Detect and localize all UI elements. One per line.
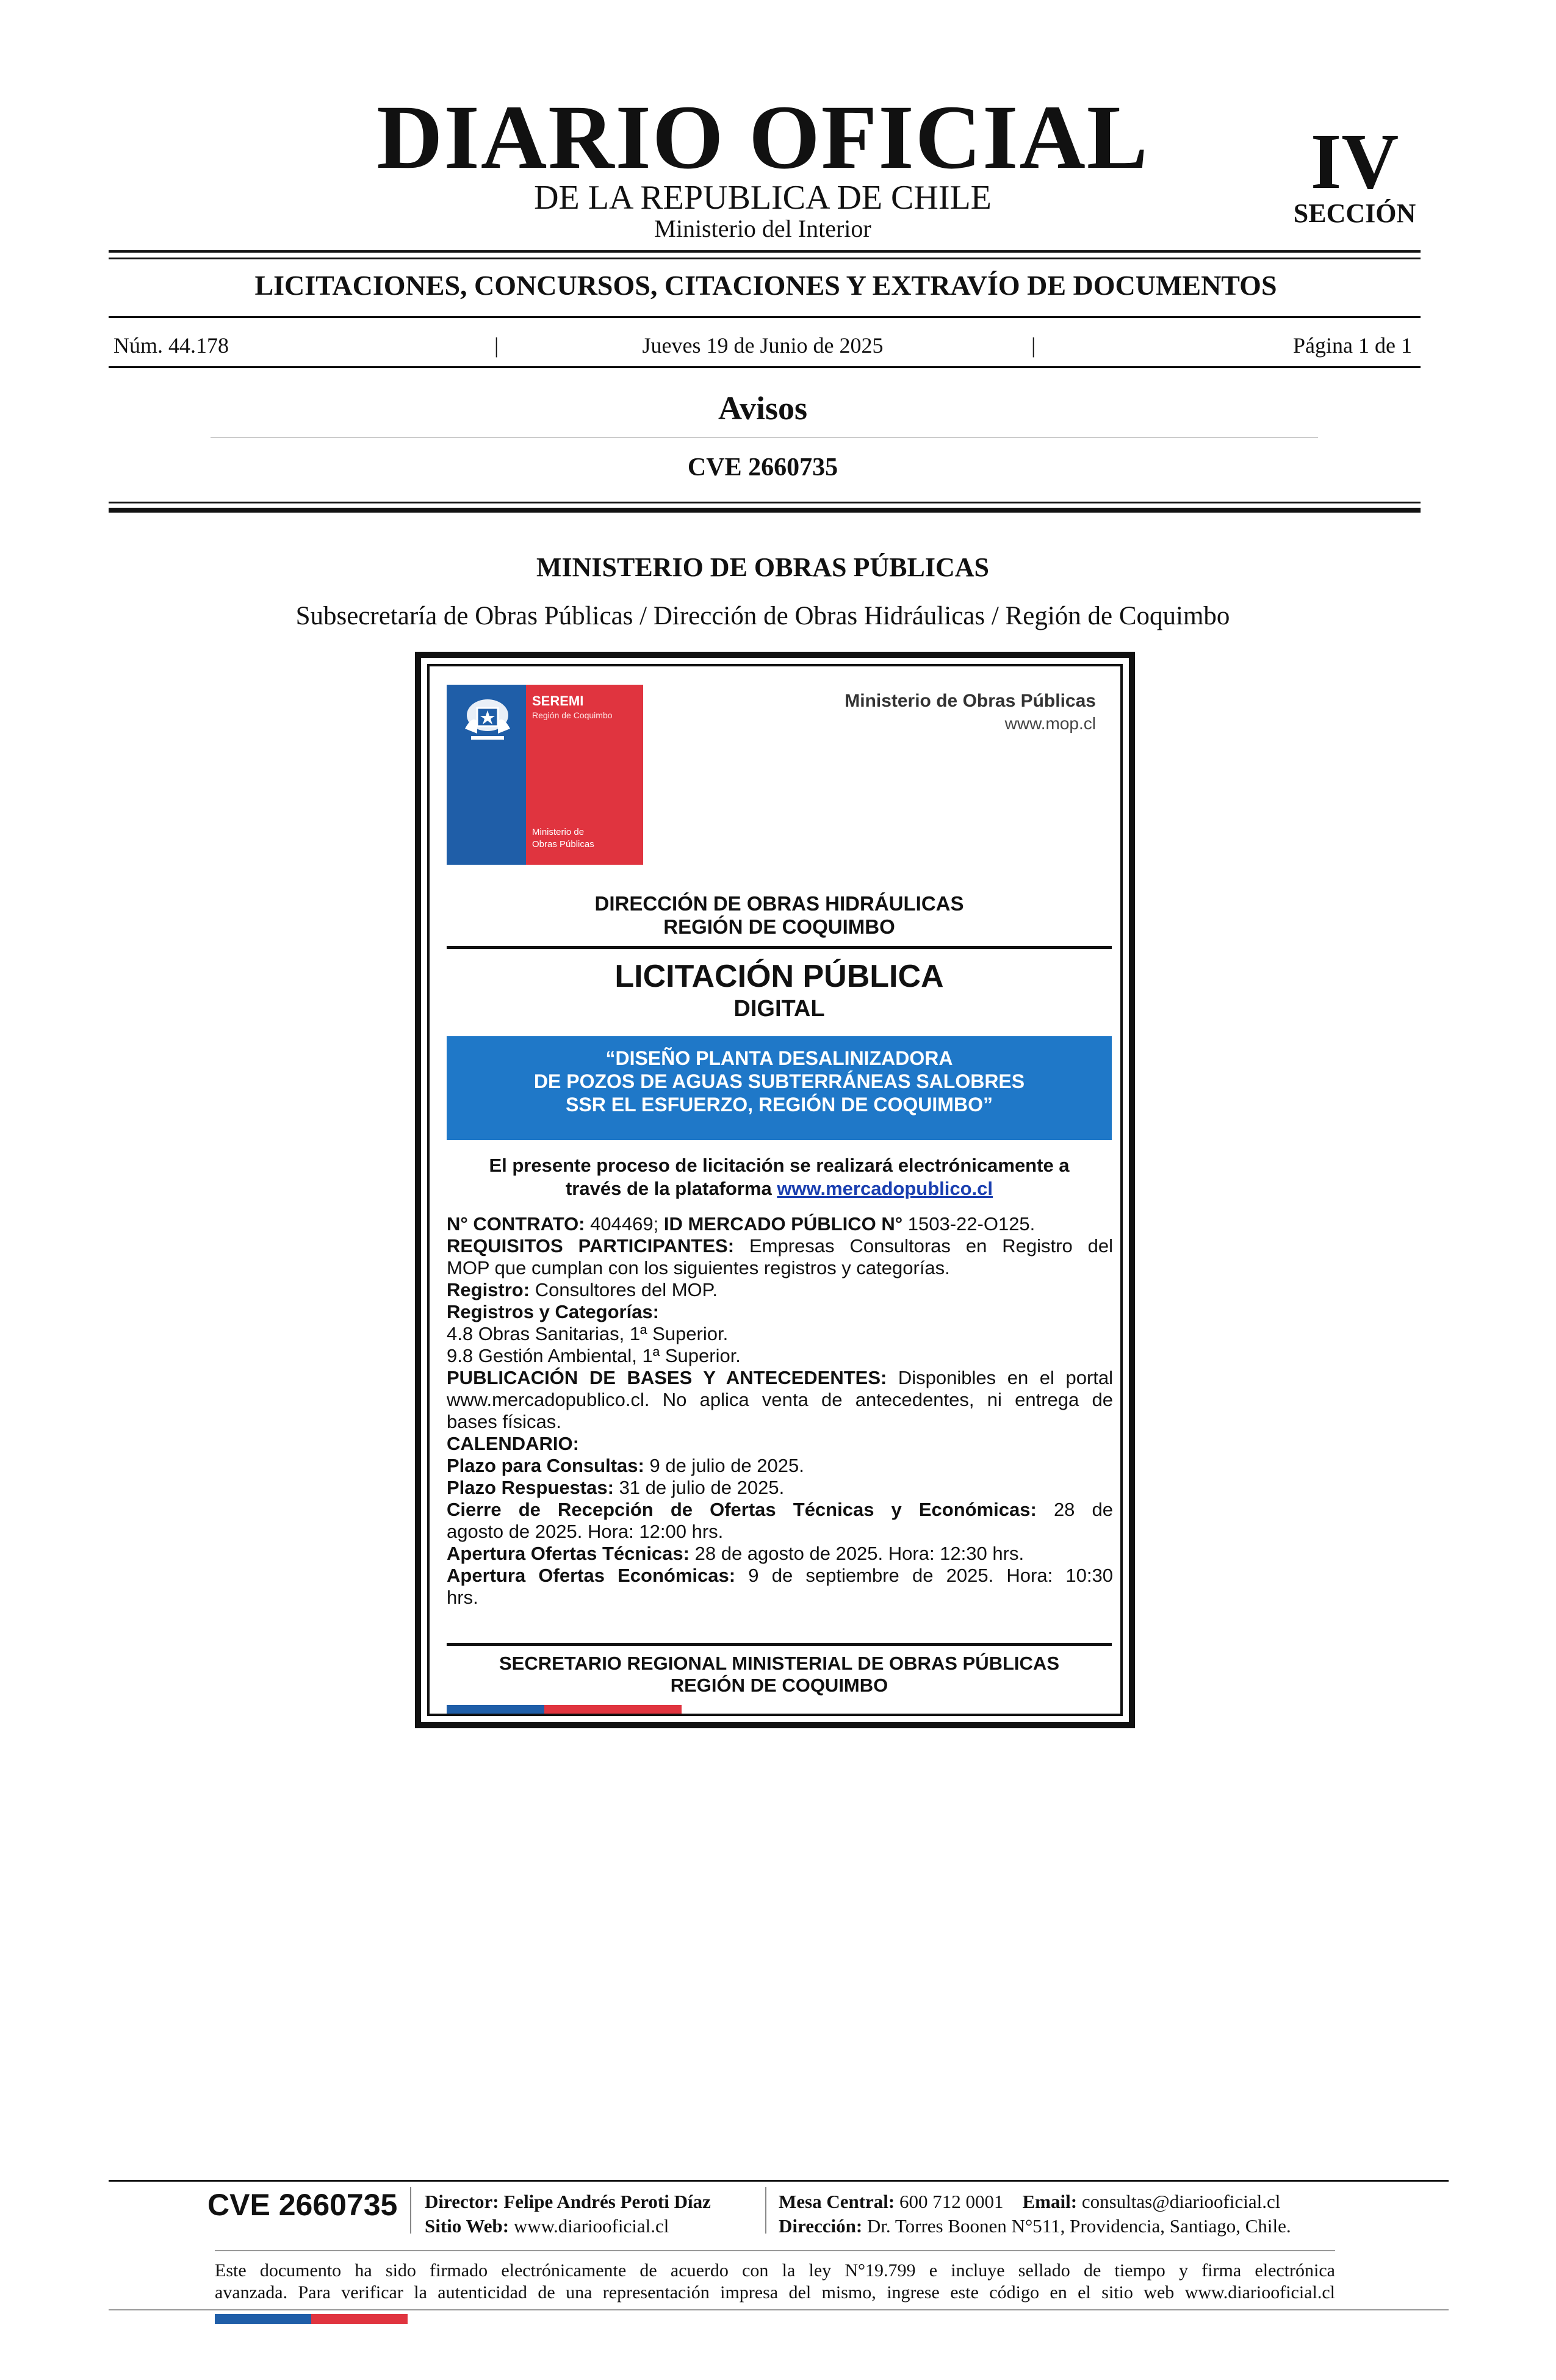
registry-line [447, 1279, 1113, 1301]
respuestas-label: Plazo Respuestas: [447, 1477, 614, 1498]
footer-contact [779, 2192, 1280, 2211]
masthead-rule-top [109, 250, 1421, 253]
info-separator: | [1031, 333, 1036, 358]
seremi-region-label: Región de Coquimbo [532, 710, 613, 720]
cierre-value1: 28 de [1053, 1499, 1113, 1520]
director-value: Felipe Andrés Peroti Díaz [503, 2191, 711, 2212]
consultas-value: 9 de julio de 2025. [649, 1455, 804, 1476]
email-label: Email: [1022, 2191, 1078, 2212]
chile-crest-icon [454, 691, 521, 752]
footer-flag-red [311, 2314, 408, 2324]
notice-divider-bottom [447, 1643, 1112, 1646]
footer-note-line1: Este documento ha sido firmado electrónicamente de acuerdo con la ley N°19.799 e incluye sellado de tiempo y firma electrónica [215, 2260, 1335, 2281]
signature-line1: SECRETARIO REGIONAL MINISTERIAL DE OBRAS PÚBLICAS [499, 1653, 1059, 1674]
flag-bar-blue [447, 1705, 544, 1716]
footer-separator [410, 2187, 411, 2234]
project-line3: SSR EL ESFUERZO, REGIÓN DE COQUIMBO” [566, 1094, 993, 1116]
mercadopublico-link[interactable]: www.mercadopublico.cl [777, 1178, 993, 1199]
footer-director [425, 2192, 711, 2211]
site-label: Sitio Web: [425, 2215, 510, 2237]
category-item: 4.8 Obras Sanitarias, 1ª Superior. [447, 1323, 729, 1344]
page-heading: Avisos [718, 390, 808, 427]
notice-box [415, 652, 1135, 1728]
footer-address [779, 2216, 1291, 2235]
seremi-ministry-label [532, 826, 642, 850]
ministry-line: Ministerio del Interior [654, 215, 871, 242]
publication-line1 [447, 1367, 1113, 1389]
director-label: Director: [425, 2191, 499, 2212]
economicas-line1 [447, 1565, 1113, 1587]
page-indicator: Página 1 de 1 [1293, 333, 1412, 358]
footer-rule-top [109, 2180, 1449, 2182]
consultas-label: Plazo para Consultas: [447, 1455, 644, 1476]
newspaper-title: DIARIO OFICIAL [376, 87, 1149, 188]
seremi-ministry-line1: Ministerio de [532, 827, 585, 837]
footer-rule-bottom [109, 2309, 1449, 2310]
requirements-text1: Empresas Consultoras en Registro del [749, 1235, 1113, 1257]
masthead-rule-bottom [109, 258, 1421, 259]
section-rule [109, 316, 1421, 318]
footer-separator [765, 2187, 766, 2234]
mesa-label: Mesa Central: [779, 2191, 895, 2212]
issue-number: Núm. 44.178 [113, 333, 229, 358]
section-number: IV [1310, 118, 1399, 206]
economicas-label: Apertura Ofertas Económicas: [447, 1565, 736, 1586]
economicas-value2: hrs. [447, 1587, 478, 1608]
site-value[interactable]: www.diariooficial.cl [513, 2215, 669, 2237]
registry-label: Registro: [447, 1279, 530, 1300]
header-rule-thin [109, 502, 1421, 503]
tecnicas-label: Apertura Ofertas Técnicas: [447, 1543, 690, 1564]
cve-code: CVE 2660735 [687, 453, 838, 481]
footer-note-line2: avanzada. Para verificar la autenticidad de una representación impresa del mismo, ingrese este código en el sitio web www.diariooficial.cl [215, 2282, 1335, 2302]
seremi-label: SEREMI [532, 693, 584, 709]
publication-text3: bases físicas. [447, 1411, 561, 1432]
footer-rule-mid [215, 2250, 1335, 2251]
publication-label: PUBLICACIÓN DE BASES Y ANTECEDENTES: [447, 1367, 887, 1388]
mp-id-value: 1503-22-O125. [907, 1213, 1036, 1235]
intro-text: través de la plataforma [565, 1178, 772, 1199]
signature-line2: REGIÓN DE COQUIMBO [670, 1675, 888, 1696]
tender-subtitle: DIGITAL [733, 996, 825, 1022]
publication-text2: www.mercadopublico.cl. No aplica venta de antecedentes, ni entrega de [447, 1389, 1113, 1410]
address-value: Dr. Torres Boonen N°511, Providencia, Santiago, Chile. [866, 2215, 1291, 2237]
seremi-ministry-line2: Obras Públicas [532, 838, 594, 849]
mop-url: www.mop.cl [1004, 714, 1096, 733]
contract-line [447, 1213, 1113, 1235]
header-rule-thick [109, 508, 1421, 513]
cierre-value2: agosto de 2025. Hora: 12:00 hrs. [447, 1521, 724, 1542]
categories-label [447, 1301, 1113, 1323]
calendar-label-text: CALENDARIO: [447, 1433, 579, 1454]
contract-value: 404469; [590, 1213, 659, 1235]
email-value[interactable]: consultas@diariooficial.cl [1081, 2191, 1281, 2212]
categories-label-text: Registros y Categorías: [447, 1301, 659, 1322]
footer-site [425, 2216, 669, 2235]
heading-thin-rule [211, 437, 1318, 438]
tecnicas-line [447, 1543, 1113, 1565]
direction-line1: DIRECCIÓN DE OBRAS HIDRÁULICAS [594, 892, 964, 915]
direction-line2: REGIÓN DE COQUIMBO [663, 915, 895, 938]
organization-title: MINISTERIO DE OBRAS PÚBLICAS [536, 552, 990, 582]
newspaper-subtitle: DE LA REPUBLICA DE CHILE [534, 179, 992, 217]
consultas-line [447, 1455, 1113, 1477]
notice-body [447, 1213, 1113, 1609]
calendar-label [447, 1433, 1113, 1455]
intro-line1: El presente proceso de licitación se realizará electrónicamente a [489, 1155, 1070, 1176]
cierre-line1 [447, 1499, 1113, 1521]
footer-cve-code: CVE 2660735 [207, 2188, 398, 2222]
tender-title: LICITACIÓN PÚBLICA [614, 959, 944, 994]
economicas-value1: 9 de septiembre de 2025. Hora: 10:30 [748, 1565, 1113, 1586]
notice-divider-top [447, 946, 1112, 949]
requirements-text2: MOP que cumplan con los siguientes registros y categorías. [447, 1257, 950, 1278]
category-item: 9.8 Gestión Ambiental, 1ª Superior. [447, 1345, 741, 1366]
info-separator: | [494, 333, 499, 358]
requirements-line1 [447, 1235, 1113, 1257]
mesa-value: 600 712 0001 [899, 2191, 1004, 2212]
footer-flag-blue [215, 2314, 311, 2324]
info-rule [109, 366, 1421, 368]
flag-bar-red [544, 1705, 682, 1716]
cierre-label: Cierre de Recepción de Ofertas Técnicas y Económicas: [447, 1499, 1037, 1520]
section-label: SECCIÓN [1293, 198, 1416, 228]
notice-inner-frame [427, 664, 1123, 1716]
suborganization-line: Subsecretaría de Obras Públicas / Dirección de Obras Hidráulicas / Región de Coquimbo [295, 602, 1230, 630]
address-label: Dirección: [779, 2215, 863, 2237]
mp-id-label: ID MERCADO PÚBLICO N° [663, 1213, 903, 1235]
project-line2: DE POZOS DE AGUAS SUBTERRÁNEAS SALOBRES [533, 1070, 1025, 1092]
footer-legal-note [215, 2260, 1335, 2304]
mop-name: Ministerio de Obras Públicas [845, 691, 1096, 711]
section-title: LICITACIONES, CONCURSOS, CITACIONES Y EXTRAVÍO DE DOCUMENTOS [254, 270, 1277, 301]
requirements-label: REQUISITOS PARTICIPANTES: [447, 1235, 735, 1257]
publication-text1: Disponibles en el portal [898, 1367, 1114, 1388]
respuestas-line [447, 1477, 1113, 1499]
respuestas-value: 31 de julio de 2025. [619, 1477, 785, 1498]
tecnicas-value: 28 de agosto de 2025. Hora: 12:30 hrs. [694, 1543, 1025, 1564]
issue-date: Jueves 19 de Junio de 2025 [642, 333, 884, 358]
registry-value: Consultores del MOP. [535, 1279, 718, 1300]
intro-line2 [447, 1178, 1112, 1200]
project-line1: “DISEÑO PLANTA DESALINIZADORA [605, 1047, 953, 1069]
contract-label: N° CONTRATO: [447, 1213, 585, 1235]
